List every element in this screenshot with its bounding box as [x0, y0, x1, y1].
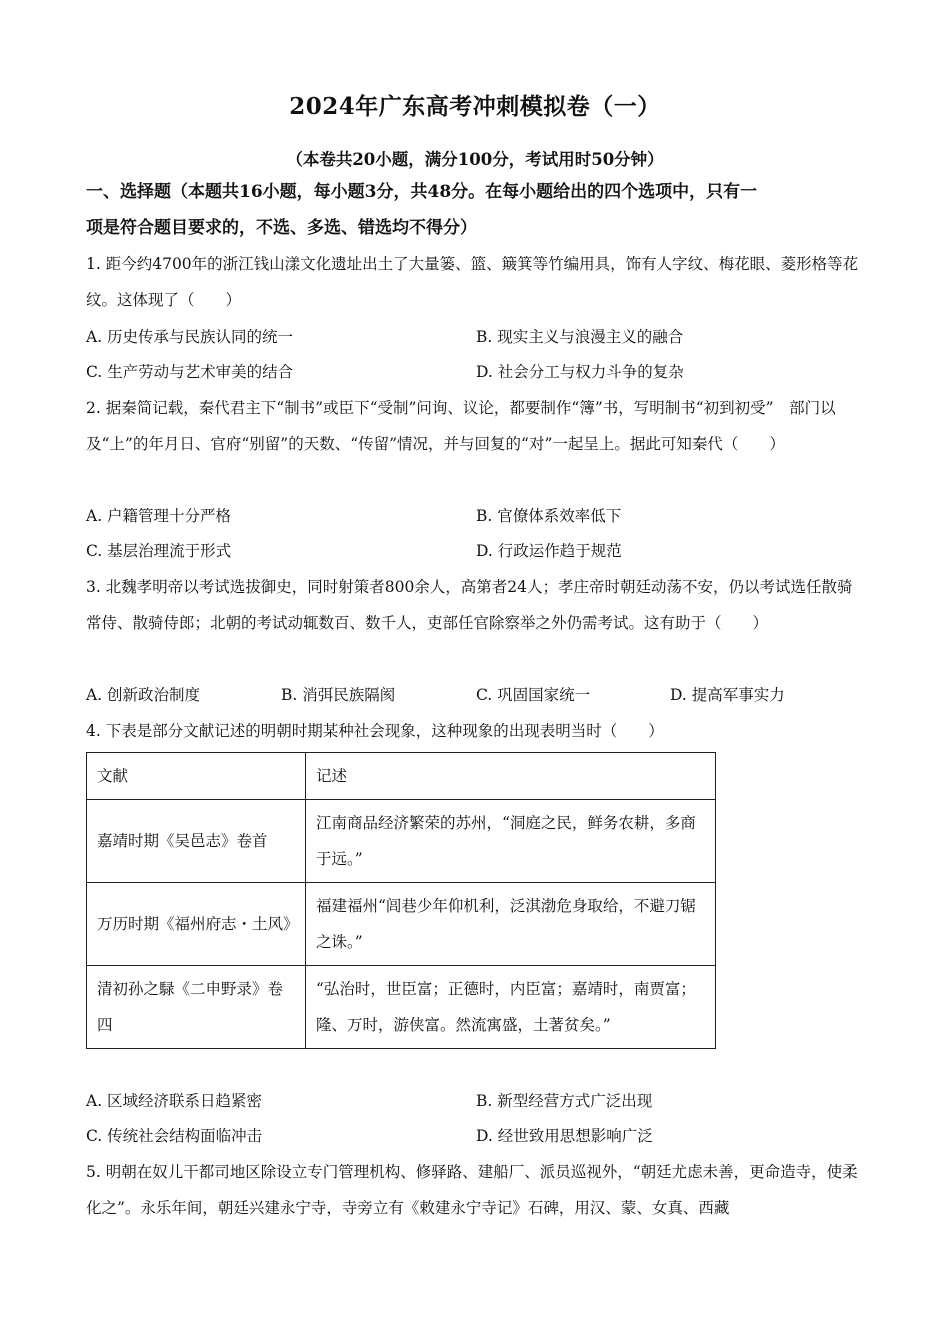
question-2-stem: 2. 据秦简记载，秦代君主下“制书”或臣下“受制”问询、议论，都要制作“簿”书，写明制书“初到初受” 部门以及“上”的年月日、官府“别留”的天数、“传留”情况，并与回复的“对”一起呈上。据此可知秦代（ ）: [86, 399, 836, 453]
question-2-option-d: D. 行政运作趋于规范: [476, 542, 622, 560]
question-4-option-a: A. 区域经济联系日趋紧密: [86, 1092, 263, 1110]
question-1-option-a: A. 历史传承与民族认同的统一: [86, 328, 294, 346]
question-1-option-d: D. 社会分工与权力斗争的复杂: [476, 363, 684, 381]
table-row: [87, 800, 716, 883]
table-cell-source: 万历时期《福州府志・土风》: [87, 883, 306, 966]
table-header-cell: 文献: [87, 753, 306, 800]
table-cell-record: 江南商品经济繁荣的苏州，“洞庭之民，鲜务农耕，多商于远。”: [306, 800, 716, 883]
question-2-option-c: C. 基层治理流于形式: [86, 542, 232, 560]
question-4-option-d: D. 经世致用思想影响广泛: [476, 1127, 653, 1145]
question-2-option-b: B. 官僚体系效率低下: [476, 507, 622, 525]
table-cell-record: “弘治时，世臣富；正德时，内臣富；嘉靖时，南贾富；隆、万时，游侠富。然流寓盛，土著贫矣。”: [306, 966, 716, 1049]
question-4-option-b: B. 新型经营方式广泛出现: [476, 1092, 653, 1110]
section-heading-line-2: 项是符合题目要求的，不选、多选、错选均不得分）: [86, 218, 477, 238]
table-row: [87, 966, 716, 1049]
table-header-row: [87, 753, 716, 800]
page-title: 2024年广东高考冲刺模拟卷（一）: [289, 93, 661, 120]
page-subtitle: （本卷共20小题，满分100分，考试用时50分钟）: [286, 150, 664, 169]
question-1-option-b: B. 现实主义与浪漫主义的融合: [476, 328, 684, 346]
section-heading-line-1: 一、选择题（本题共16小题，每小题3分，共48分。在每小题给出的四个选项中，只有一: [86, 182, 758, 202]
table-row: [87, 883, 716, 966]
question-4-table: [86, 752, 716, 1049]
table-header-cell: 记述: [306, 753, 716, 800]
table-cell-source: 清初孙之騄《二申野录》卷四: [87, 966, 306, 1049]
question-3-option-c: C. 巩固国家统一: [476, 686, 591, 704]
question-3-option-b: B. 消弭民族隔阂: [281, 686, 396, 704]
table-cell-record: 福建福州“闾巷少年仰机利，泛淇渤危身取给，不避刀锯之诛。”: [306, 883, 716, 966]
table-cell-source: 嘉靖时期《吴邑志》卷首: [87, 800, 306, 883]
question-3-stem: 3. 北魏孝明帝以考试选拔御史，同时射策者800余人，高第者24人；孝庄帝时朝廷动荡不安，仍以考试选任散骑常侍、散骑侍郎；北朝的考试动辄数百、数千人，吏部任官除察举之外仍需考试。这有助于（ ）: [86, 578, 853, 632]
question-4-option-c: C. 传统社会结构面临冲击: [86, 1127, 263, 1145]
question-5-stem: 5. 明朝在奴儿干都司地区除设立专门管理机构、修驿路、建船厂、派员巡视外，“朝廷尤虑未善，更命造寺，使柔化之”。永乐年间，朝廷兴建永宁寺，寺旁立有《敕建永宁寺记》石碑，用汉、蒙、女真、西藏: [86, 1163, 858, 1217]
question-1-stem: 1. 距今约4700年的浙江钱山漾文化遗址出土了大量篓、篮、簸箕等竹编用具，饰有人字纹、梅花眼、菱形格等花纹。这体现了（ ）: [86, 255, 859, 309]
question-3-option-d: D. 提高军事实力: [670, 686, 785, 704]
question-2-option-a: A. 户籍管理十分严格: [86, 507, 232, 525]
question-1-option-c: C. 生产劳动与艺术审美的结合: [86, 363, 294, 381]
question-4-stem: 4. 下表是部分文献记述的明朝时期某种社会现象，这种现象的出现表明当时（ ）: [86, 722, 664, 740]
question-3-option-a: A. 创新政治制度: [86, 686, 201, 704]
